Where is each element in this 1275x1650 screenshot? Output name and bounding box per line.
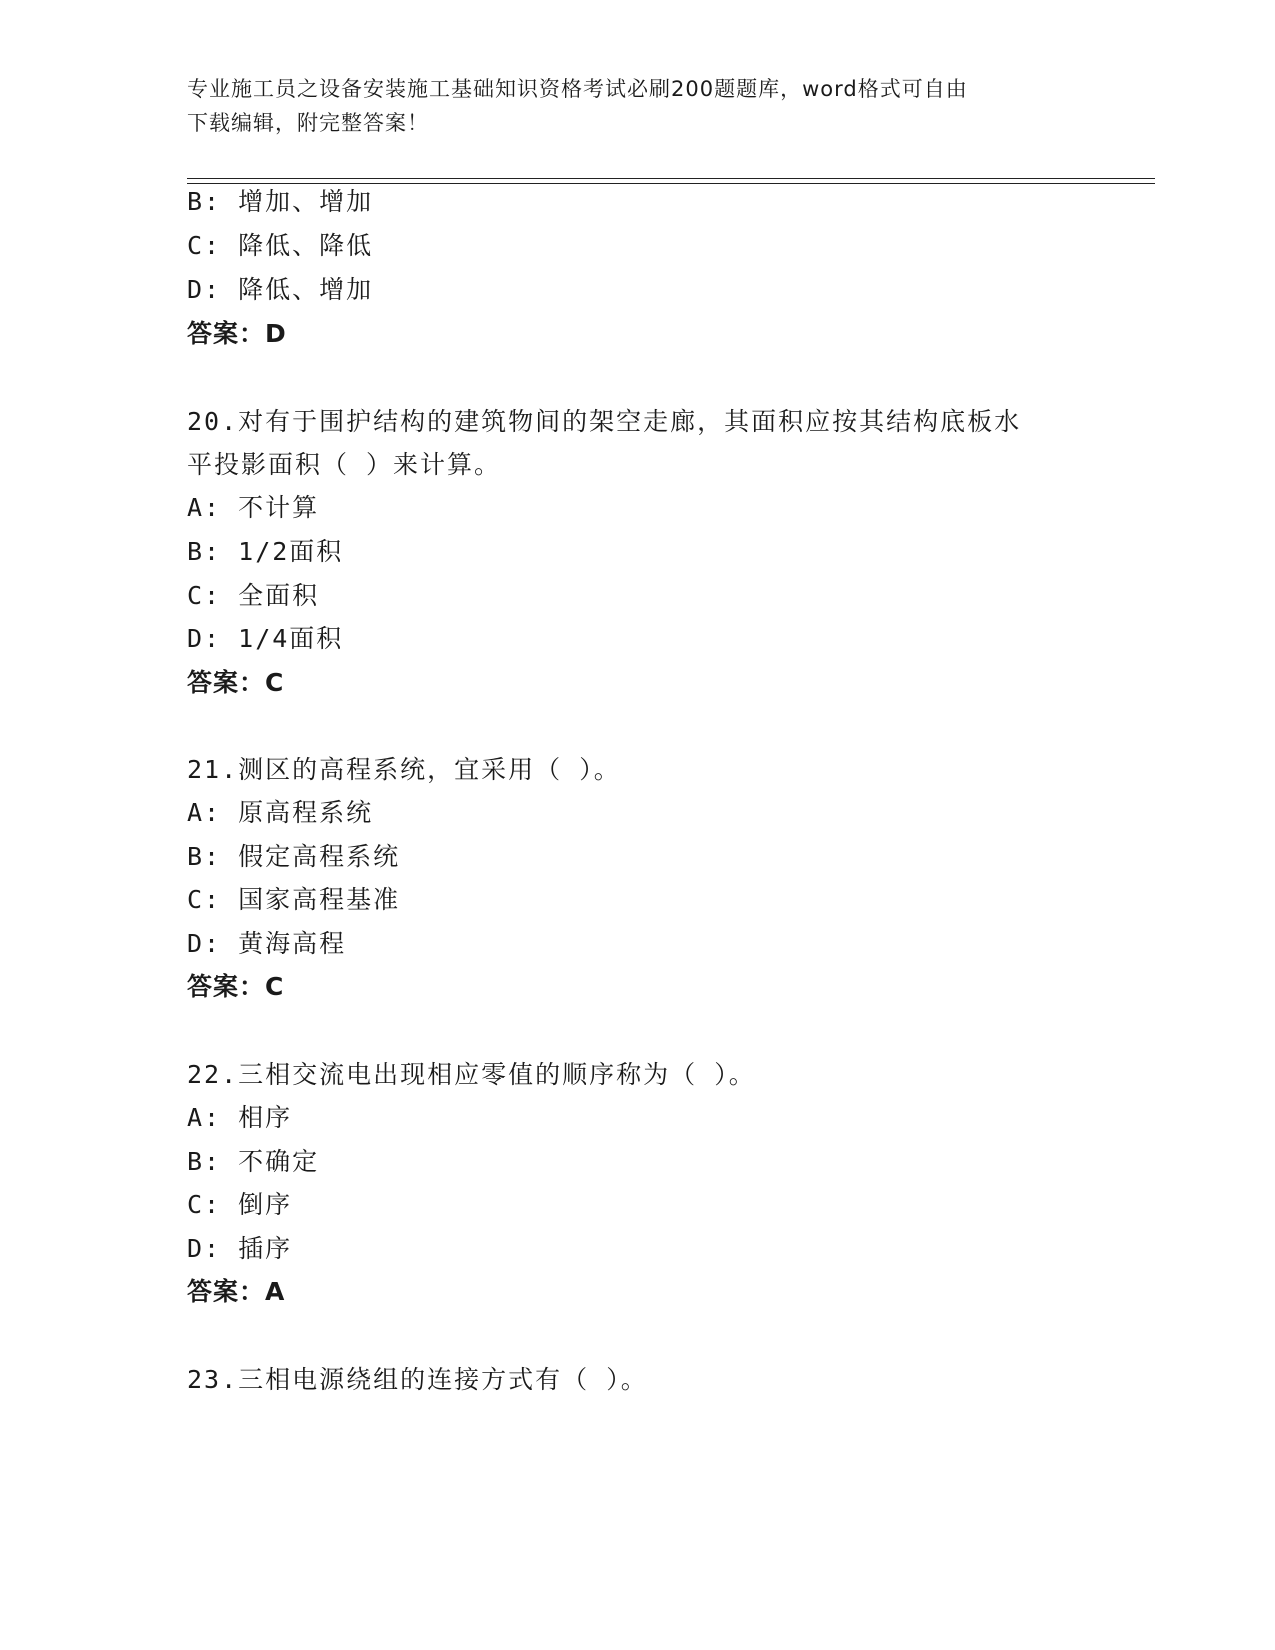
- q22-option-c: C: 倒序: [187, 1190, 293, 1219]
- q19-option-d: D: 降低、增加: [187, 275, 374, 304]
- q22-stem-line-1: 22.三相交流电出现相应零值的顺序称为（ ）。: [187, 1060, 756, 1089]
- q21-option-a: A: 原高程系统: [187, 798, 374, 827]
- q20-stem-line-1: 20.对有于围护结构的建筑物间的架空走廊，其面积应按其结构底板水: [187, 407, 1022, 436]
- q22-answer: 答案：A: [187, 1277, 286, 1306]
- q19-option-c: C: 降低、降低: [187, 231, 374, 260]
- header-line-1: 专业施工员之设备安装施工基础知识资格考试必刷200题题库，word格式可自由: [187, 77, 968, 101]
- q20-answer: 答案：C: [187, 668, 285, 697]
- q21-stem-line-1: 21.测区的高程系统，宜采用（ ）。: [187, 755, 621, 784]
- q21-option-d: D: 黄海高程: [187, 929, 347, 958]
- q21-option-c: C: 国家高程基准: [187, 885, 401, 914]
- q20-option-c: C: 全面积: [187, 581, 320, 610]
- document-header: [187, 72, 1087, 140]
- q19-answer: 答案：D: [187, 319, 287, 348]
- q22-option-b: B: 不确定: [187, 1147, 320, 1176]
- q22-option-d: D: 插序: [187, 1234, 293, 1263]
- q21-answer: 答案：C: [187, 972, 285, 1001]
- q21-option-b: B: 假定高程系统: [187, 842, 401, 871]
- q19-option-b: B: 增加、增加: [187, 187, 374, 216]
- q20-stem-line-2: 平投影面积（ ）来计算。: [187, 450, 502, 479]
- q22-option-a: A: 相序: [187, 1103, 293, 1132]
- header-divider-top: [187, 178, 1155, 179]
- q20-option-b: B: 1/2面积: [187, 537, 344, 566]
- q23-stem-line-1: 23.三相电源绕组的连接方式有（ ）。: [187, 1365, 648, 1394]
- header-line-2: 下载编辑，附完整答案！: [187, 111, 429, 135]
- q20-option-a: A: 不计算: [187, 493, 320, 522]
- q20-option-d: D: 1/4面积: [187, 624, 344, 653]
- header-divider-bottom: [187, 183, 1155, 184]
